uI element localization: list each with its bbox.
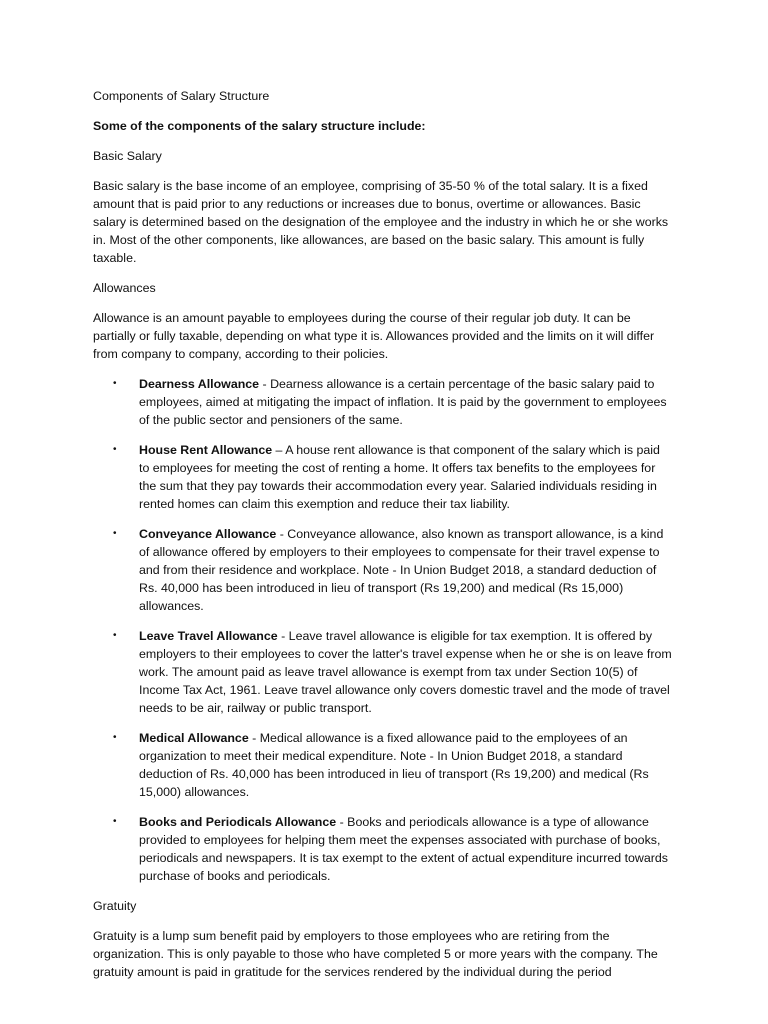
document-content [93, 87, 673, 993]
allowance-description: - Medical allowance is a fixed allowance paid to the employees of an organization to meet their medical expenditure. Note - In Union Budget 2018, a standard deduction of Rs. 40,000 has been introduced in lieu of transport (Rs 19,200) and medical (Rs 15,000) allowances. [139, 731, 649, 799]
basic-salary-heading: Basic Salary [93, 149, 162, 163]
intro-text: Some of the components of the salary structure include: [93, 119, 426, 133]
allowance-description: - Conveyance allowance, also known as transport allowance, is a kind of allowance offered by employers to their employees to compensate for their travel expense to and from their residence and workplace. Note - In Union Budget 2018, a standard deduction of Rs. 40,000 has been introduced in lieu of transport (Rs 19,200) and medical (Rs 15,000) allowances. [139, 527, 664, 613]
allowance-term: Leave Travel Allowance [139, 629, 278, 643]
list-item [93, 375, 673, 429]
allowance-term: Medical Allowance [139, 731, 249, 745]
gratuity-heading: Gratuity [93, 899, 137, 913]
basic-salary-paragraph: Basic salary is the base income of an employee, comprising of 35-50 % of the total salary. It is a fixed amount that is paid prior to any reductions or increases due to bonus, overtime or allowances. Basic salary is determined based on the designation of the employee and the industry in which he or she works in. Most of the other components, like allowances, are based on the basic salary. This amount is fully taxable. [93, 179, 669, 265]
list-item [93, 813, 673, 885]
list-item [93, 729, 673, 801]
document-title: Components of Salary Structure [93, 89, 270, 103]
allowance-term: Books and Periodicals Allowance [139, 815, 337, 829]
list-item [93, 525, 673, 615]
bullet-icon: • [113, 816, 117, 827]
gratuity-paragraph: Gratuity is a lump sum benefit paid by employers to those employees who are retiring from the organization. This is only payable to those who have completed 5 or more years with the company. The gratuity amount is paid in gratitude for the services rendered by the individual during the period [93, 929, 658, 979]
allowance-term: House Rent Allowance [139, 443, 273, 457]
allowance-description: - Dearness allowance is a certain percentage of the basic salary paid to employees, aimed at mitigating the impact of inflation. It is paid by the government to employees of the public sector and pensioners of the same. [139, 377, 667, 427]
allowance-description: - Leave travel allowance is eligible for tax exemption. It is offered by employers to their employees to cover the latter's travel expense when he or she is on leave from work. The amount paid as leave travel allowance is exempt from tax under Section 10(5) of Income Tax Act, 1961. Leave travel allowance only covers domestic travel and the mode of travel needs to be air, railway or public transport. [139, 629, 672, 715]
bullet-icon: • [113, 528, 117, 539]
allowances-list [93, 375, 673, 885]
allowance-description: – A house rent allowance is that component of the salary which is paid to employees for meeting the cost of renting a home. It offers tax benefits to the employees for the sum that they pay towards their accommodation every year. Salaried individuals residing in rented homes can claim this exemption and reduce their tax liability. [139, 443, 660, 511]
allowance-term: Conveyance Allowance [139, 527, 277, 541]
allowance-description: - Books and periodicals allowance is a type of allowance provided to employees for helping them meet the expenses associated with purchase of books, periodicals and newspapers. It is tax exempt to the extent of actual expenditure incurred towards purchase of books and periodicals. [139, 815, 668, 883]
allowances-paragraph: Allowance is an amount payable to employees during the course of their regular job duty. It can be partially or fully taxable, depending on what type it is. Allowances provided and the limits on it will differ from company to company, according to their policies. [93, 311, 655, 361]
bullet-icon: • [113, 444, 117, 455]
bullet-icon: • [113, 732, 117, 743]
list-item [93, 441, 673, 513]
allowance-term: Dearness Allowance [139, 377, 260, 391]
allowances-heading: Allowances [93, 281, 156, 295]
bullet-icon: • [113, 630, 117, 641]
bullet-icon: • [113, 378, 117, 389]
list-item [93, 627, 673, 717]
